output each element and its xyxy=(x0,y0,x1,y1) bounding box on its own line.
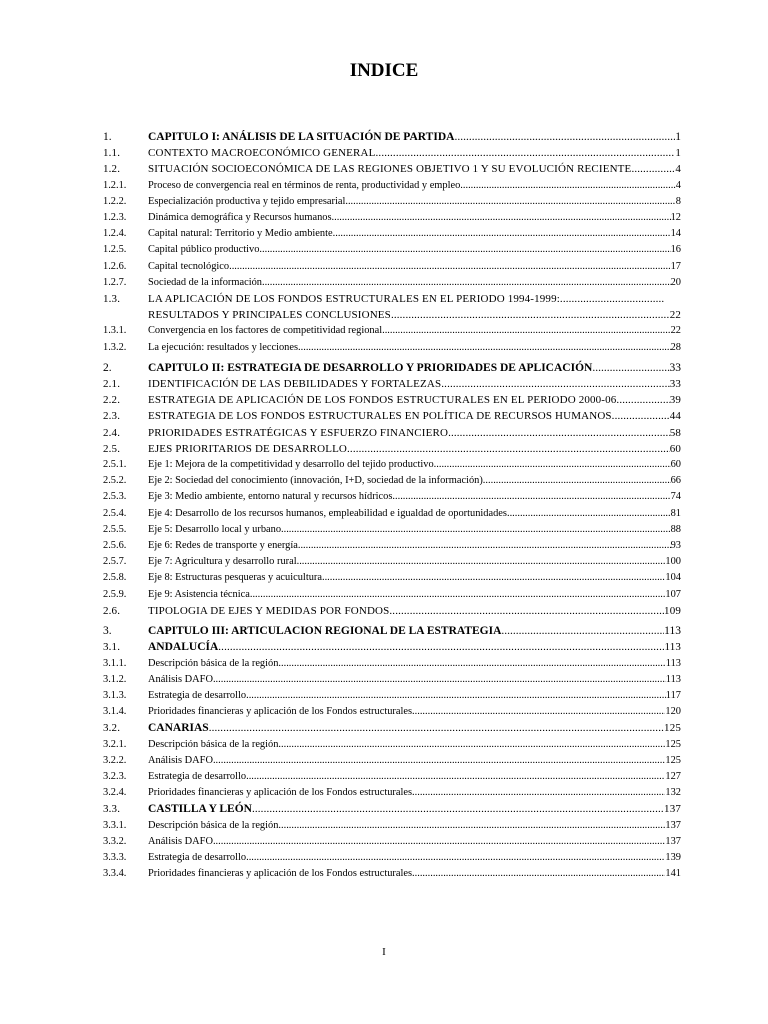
toc-entry[interactable] xyxy=(103,753,681,769)
toc-entry-number: 1.2.1. xyxy=(103,179,127,191)
dot-leader xyxy=(460,178,676,194)
toc-entry-title: Estrategia de desarrollo xyxy=(148,689,247,701)
dot-leader xyxy=(454,129,675,145)
toc-entry-number: 3.2.2. xyxy=(103,754,127,766)
toc-entry[interactable] xyxy=(103,639,681,655)
toc-entry-title: CONTEXTO MACROECONÓMICO GENERAL xyxy=(148,147,376,160)
toc-entry-title: CAPITULO I: ANÁLISIS DE LA SITUACIÓN DE PARTIDA xyxy=(148,131,455,143)
toc-entry[interactable] xyxy=(103,554,681,570)
toc-entry-title: Eje 4: Desarrollo de los recursos humanos, empleabilidad e igualdad de oportunidades xyxy=(148,507,507,519)
dot-leader xyxy=(250,587,666,603)
dot-leader xyxy=(347,441,670,457)
toc-entry[interactable] xyxy=(103,129,681,145)
toc-entry-page: 100 xyxy=(665,556,681,568)
toc-entry-number: 3.2.3. xyxy=(103,770,127,782)
toc-entry-title: Capital tecnológico xyxy=(148,260,230,272)
dot-leader xyxy=(483,473,671,489)
toc-entry-page: 137 xyxy=(665,835,681,847)
toc-entry-title: Proceso de convergencia real en términos de renta, productividad y empleo xyxy=(148,179,461,191)
toc-entry[interactable] xyxy=(103,210,681,226)
toc-entry[interactable] xyxy=(103,818,681,834)
toc-entry[interactable] xyxy=(103,538,681,554)
toc-entry-page: 113 xyxy=(665,657,681,669)
dot-leader xyxy=(332,210,671,226)
toc-entry[interactable] xyxy=(103,259,681,275)
toc-entry[interactable] xyxy=(103,785,681,801)
toc-entry-page: 113 xyxy=(664,625,681,638)
toc-entry[interactable] xyxy=(103,408,681,424)
dot-leader xyxy=(436,457,670,473)
toc-entry-number: 1.2.4. xyxy=(103,228,127,240)
toc-entry-title: Análisis DAFO xyxy=(148,673,213,685)
toc-entry-title: Capital natural: Territorio y Medio ambiente. xyxy=(148,228,336,240)
toc-entry-page: 66 xyxy=(670,475,681,487)
table-of-contents xyxy=(103,129,681,882)
page-title: INDICE xyxy=(349,60,419,81)
toc-entry-number: 2.5.8. xyxy=(103,572,127,584)
toc-entry-page: 125 xyxy=(664,722,681,735)
dot-leader xyxy=(262,275,671,291)
toc-entry[interactable] xyxy=(103,473,681,489)
toc-entry-title: CASTILLA Y LEÓN xyxy=(148,803,252,816)
toc-entry-title: Descripción básica de la región xyxy=(148,738,279,750)
toc-entry[interactable] xyxy=(103,425,681,441)
toc-entry-page: 74 xyxy=(670,491,681,503)
toc-entry-page: 139 xyxy=(665,851,681,863)
toc-entry-number: 1. xyxy=(103,131,112,143)
toc-entry-title: Eje 1: Mejora de la competitividad y desarrollo del tejido productivo. xyxy=(148,459,437,471)
toc-entry-page: 22 xyxy=(670,325,681,337)
toc-entry[interactable] xyxy=(103,376,681,392)
toc-entry[interactable] xyxy=(103,570,681,586)
toc-entry-page: 107 xyxy=(665,588,681,600)
dot-leader xyxy=(252,801,664,817)
toc-entry-title: CAPITULO III: ARTICULACION REGIONAL DE LA ESTRATEGIA xyxy=(148,625,502,638)
toc-entry-page: 17 xyxy=(670,260,681,272)
toc-entry-number: 1.1. xyxy=(103,147,121,160)
toc-entry-number: 2.5.5. xyxy=(103,523,127,535)
toc-entry-page: 33 xyxy=(669,361,681,374)
dot-leader xyxy=(213,672,666,688)
toc-entry-number: 3.1.2. xyxy=(103,673,127,685)
toc-entry[interactable] xyxy=(103,672,681,688)
toc-entry-number: 1.3.1. xyxy=(103,325,127,337)
toc-entry[interactable] xyxy=(103,656,681,672)
dot-leader xyxy=(229,259,671,275)
dot-leader xyxy=(297,554,666,570)
toc-entry-title: Capital público productivo. xyxy=(148,244,262,256)
toc-entry-title: Estrategia de desarrollo xyxy=(148,770,247,782)
toc-entry-title: Eje 7: Agricultura y desarrollo rural xyxy=(148,556,297,568)
toc-entry-page: 12 xyxy=(670,212,681,224)
toc-entry-number: 2.4. xyxy=(103,426,121,439)
toc-entry-page: 141 xyxy=(665,868,681,880)
toc-entry-page: 44 xyxy=(669,410,681,423)
toc-entry-page: 4 xyxy=(675,179,681,191)
toc-entry-number: 3. xyxy=(103,625,112,638)
toc-entry-page: 132 xyxy=(665,787,681,799)
toc-entry-page: 120 xyxy=(665,706,681,718)
toc-entry-number: 2.2. xyxy=(103,394,121,407)
toc-entry-title: ESTRATEGIA DE LOS FONDOS ESTRUCTURALES EN POLÍTICA DE RECURSOS HUMANOS. xyxy=(148,410,615,423)
toc-entry-title: Sociedad de la información xyxy=(148,276,262,288)
toc-entry[interactable] xyxy=(103,441,681,457)
toc-entry-number: 3.1.4. xyxy=(103,706,127,718)
toc-entry-title: Dinámica demográfica y Recursos humanos xyxy=(148,212,332,224)
toc-entry-title: Descripción básica de la región xyxy=(148,819,279,831)
toc-entry-number: 3.2. xyxy=(103,722,121,735)
dot-leader xyxy=(262,242,671,258)
toc-entry-number: 2.6. xyxy=(103,604,121,617)
toc-entry-number: 2.5.6. xyxy=(103,540,127,552)
toc-entry-page: 60 xyxy=(670,459,681,471)
toc-entry[interactable] xyxy=(103,737,681,753)
toc-entry[interactable] xyxy=(103,866,681,882)
dot-leader xyxy=(392,489,670,505)
toc-entry[interactable] xyxy=(103,323,681,339)
toc-entry[interactable] xyxy=(103,161,681,177)
dot-leader xyxy=(448,425,670,441)
toc-entry-title: PRIORIDADES ESTRATÉGICAS Y ESFUERZO FINANCIERO xyxy=(148,426,449,439)
toc-entry-title: IDENTIFICACIÓN DE LAS DEBILIDADES Y FORTALEZAS xyxy=(148,378,442,391)
toc-entry-page: 125 xyxy=(665,738,681,750)
toc-entry-title: Prioridades financieras y aplicación de los Fondos estructurales xyxy=(148,706,413,718)
toc-entry-number: 3.2.4. xyxy=(103,787,127,799)
toc-entry-number: 3.1.1. xyxy=(103,657,127,669)
toc-entry-title: ESTRATEGIA DE APLICACIÓN DE LOS FONDOS ESTRUCTURALES EN EL PERIODO 2000-06 xyxy=(148,394,617,407)
toc-entry[interactable] xyxy=(103,178,681,194)
toc-entry-page: 137 xyxy=(665,819,681,831)
toc-entry-page: 1 xyxy=(675,147,681,160)
toc-entry-title: CAPITULO II: ESTRATEGIA DE DESARROLLO Y PRIORIDADES DE APLICACIÓN xyxy=(148,361,593,374)
toc-entry[interactable] xyxy=(103,603,681,619)
toc-entry-page: 22 xyxy=(669,309,681,322)
page-number: I xyxy=(382,946,386,958)
toc-entry-page: 127 xyxy=(665,770,681,782)
toc-entry-page: 60 xyxy=(669,442,681,455)
toc-entry-page: 104 xyxy=(665,572,681,584)
toc-entry-title: Eje 3: Medio ambiente, entorno natural y recursos hídricos xyxy=(148,491,393,503)
dot-leader xyxy=(412,866,665,882)
dot-leader xyxy=(322,570,665,586)
dot-leader xyxy=(218,639,664,655)
dot-leader xyxy=(391,307,670,323)
toc-entry-number: 2.1. xyxy=(103,378,121,391)
toc-entry-page: 1 xyxy=(675,131,681,143)
toc-entry-number: 2.5. xyxy=(103,442,121,455)
toc-entry[interactable] xyxy=(103,457,681,473)
toc-entry-page: 33 xyxy=(669,378,681,391)
toc-entry-number: 2.5.9. xyxy=(103,588,127,600)
toc-entry[interactable] xyxy=(103,522,681,538)
toc-entry-page: 39 xyxy=(669,394,681,407)
toc-entry[interactable] xyxy=(103,720,681,736)
dot-leader xyxy=(345,194,675,210)
toc-entry-number: 3.3.4. xyxy=(103,868,127,880)
dot-leader xyxy=(389,603,664,619)
toc-entry-title: Convergencia en los factores de competitividad regional xyxy=(148,325,383,337)
dot-leader xyxy=(631,161,675,177)
toc-entry[interactable] xyxy=(103,623,681,639)
dot-leader xyxy=(278,818,665,834)
dot-leader xyxy=(298,340,671,356)
dot-leader: .................................... xyxy=(559,293,665,306)
toc-entry-page: 93 xyxy=(670,540,681,552)
toc-entry-title: Estrategia de desarrollo xyxy=(148,851,247,863)
toc-entry-page: 88 xyxy=(670,523,681,535)
toc-entry-title: TIPOLOGIA DE EJES Y MEDIDAS POR FONDOS xyxy=(148,604,390,617)
dot-leader xyxy=(213,753,665,769)
toc-entry[interactable] xyxy=(103,834,681,850)
toc-entry-number: 1.2.3. xyxy=(103,212,127,224)
toc-entry[interactable] xyxy=(103,506,681,522)
toc-entry-number: 3.3.3. xyxy=(103,851,127,863)
toc-entry-number: 2.5.3. xyxy=(103,491,127,503)
toc-entry-number: 3.3.1. xyxy=(103,819,127,831)
toc-entry-page: 20 xyxy=(670,276,681,288)
toc-entry-page: 8 xyxy=(675,195,681,207)
toc-entry-title: Análisis DAFO xyxy=(148,835,213,847)
dot-leader xyxy=(412,785,665,801)
dot-leader xyxy=(213,834,665,850)
toc-entry-number: 1.3. xyxy=(103,293,121,306)
toc-entry-title: Eje 6: Redes de transporte y energía xyxy=(148,540,298,552)
toc-entry-title: EJES PRIORITARIOS DE DESARROLLO xyxy=(148,442,348,455)
dot-leader xyxy=(246,769,665,785)
toc-entry-page: 113 xyxy=(665,673,681,685)
toc-entry[interactable] xyxy=(103,489,681,505)
dot-leader xyxy=(615,408,670,424)
toc-entry-number: 1.3.2. xyxy=(103,341,127,353)
toc-entry[interactable] xyxy=(103,392,681,408)
dot-leader xyxy=(382,323,671,339)
dot-leader xyxy=(441,376,669,392)
toc-entry-page: 137 xyxy=(664,803,681,816)
dot-leader xyxy=(501,623,664,639)
toc-entry-number: 2.5.4. xyxy=(103,507,127,519)
toc-entry[interactable] xyxy=(103,145,681,161)
toc-entry-number: 3.3. xyxy=(103,803,121,816)
toc-entry-title: ANDALUCÍA xyxy=(148,641,219,654)
toc-entry-number: 3.1.3. xyxy=(103,689,127,701)
toc-entry-number: 1.2.6. xyxy=(103,260,127,272)
toc-entry-number: 1.2.5. xyxy=(103,244,127,256)
toc-entry-page: 113 xyxy=(664,641,681,654)
toc-entry-page: 14 xyxy=(670,228,681,240)
toc-entry-title: RESULTADOS Y PRINCIPALES CONCLUSIONES xyxy=(148,309,391,322)
toc-entry-number: 1.2.7. xyxy=(103,276,127,288)
toc-entry[interactable] xyxy=(103,360,681,376)
toc-entry[interactable] xyxy=(103,704,681,720)
toc-entry-page: 81 xyxy=(670,507,681,519)
dot-leader xyxy=(592,360,669,376)
toc-entry[interactable] xyxy=(103,275,681,291)
toc-entry-title: Análisis DAFO xyxy=(148,754,213,766)
toc-entry-number: 3.3.2. xyxy=(103,835,127,847)
dot-leader xyxy=(507,506,671,522)
toc-entry-title: La ejecución: resultados y lecciones xyxy=(148,341,299,353)
toc-entry-number: 2.5.7. xyxy=(103,556,127,568)
toc-entry[interactable] xyxy=(103,587,681,603)
dot-leader xyxy=(246,688,666,704)
dot-leader xyxy=(281,522,671,538)
dot-leader xyxy=(376,145,676,161)
toc-entry-title: Especialización productiva y tejido empresarial xyxy=(148,195,346,207)
dot-leader xyxy=(298,538,671,554)
toc-entry[interactable] xyxy=(103,226,681,242)
toc-entry-number: 2. xyxy=(103,361,112,374)
toc-entry-number: 2.5.2. xyxy=(103,475,127,487)
dot-leader xyxy=(209,720,664,736)
toc-entry-title: Descripción básica de la región xyxy=(148,657,279,669)
dot-leader xyxy=(278,737,665,753)
dot-leader xyxy=(616,392,669,408)
toc-entry-title: Eje 2: Sociedad del conocimiento (innovación, I+D, sociedad de la información) xyxy=(148,475,483,487)
toc-entry-title: Prioridades financieras y aplicación de los Fondos estructurales xyxy=(148,868,413,880)
dot-leader xyxy=(412,704,665,720)
toc-entry-page: 58 xyxy=(669,426,681,439)
toc-entry[interactable] xyxy=(103,850,681,866)
toc-entry[interactable] xyxy=(103,801,681,817)
toc-entry[interactable] xyxy=(103,242,681,258)
toc-entry-number: 1.2.2. xyxy=(103,195,127,207)
toc-entry-title: Eje 5: Desarrollo local y urbano xyxy=(148,523,282,535)
toc-entry-page: 109 xyxy=(664,604,681,617)
toc-entry[interactable] xyxy=(103,688,681,704)
toc-entry-title: Eje 8: Estructuras pesqueras y acuicultura xyxy=(148,572,322,584)
dot-leader xyxy=(278,656,665,672)
toc-entry-page: 125 xyxy=(665,754,681,766)
toc-entry-number: 3.2.1. xyxy=(103,738,127,750)
dot-leader xyxy=(246,850,665,866)
toc-entry-title: CANARIAS xyxy=(148,722,209,735)
toc-entry-title: LA APLICACIÓN DE LOS FONDOS ESTRUCTURALES EN EL PERIODO 1994-1999: xyxy=(148,293,560,306)
toc-entry-title: Prioridades financieras y aplicación de los Fondos estructurales xyxy=(148,787,413,799)
toc-entry[interactable] xyxy=(103,340,681,356)
toc-entry-title: Eje 9: Asistencia técnica xyxy=(148,588,250,600)
toc-entry-page: 4 xyxy=(675,163,681,176)
toc-entry[interactable] xyxy=(103,291,681,323)
toc-entry[interactable] xyxy=(103,194,681,210)
toc-entry[interactable] xyxy=(103,769,681,785)
toc-entry-page: 28 xyxy=(670,341,681,353)
toc-entry-page: 16 xyxy=(670,244,681,256)
toc-entry-number: 3.1. xyxy=(103,641,121,654)
toc-entry-page: 117 xyxy=(665,689,681,701)
toc-entry-title: SITUACIÓN SOCIOECONÓMICA DE LAS REGIONES OBJETIVO 1 Y SU EVOLUCIÓN RECIENTE xyxy=(148,163,632,176)
toc-entry-number: 1.2. xyxy=(103,163,121,176)
dot-leader xyxy=(335,226,670,242)
toc-entry-number: 2.5.1. xyxy=(103,459,127,471)
toc-entry-number: 2.3. xyxy=(103,410,121,423)
